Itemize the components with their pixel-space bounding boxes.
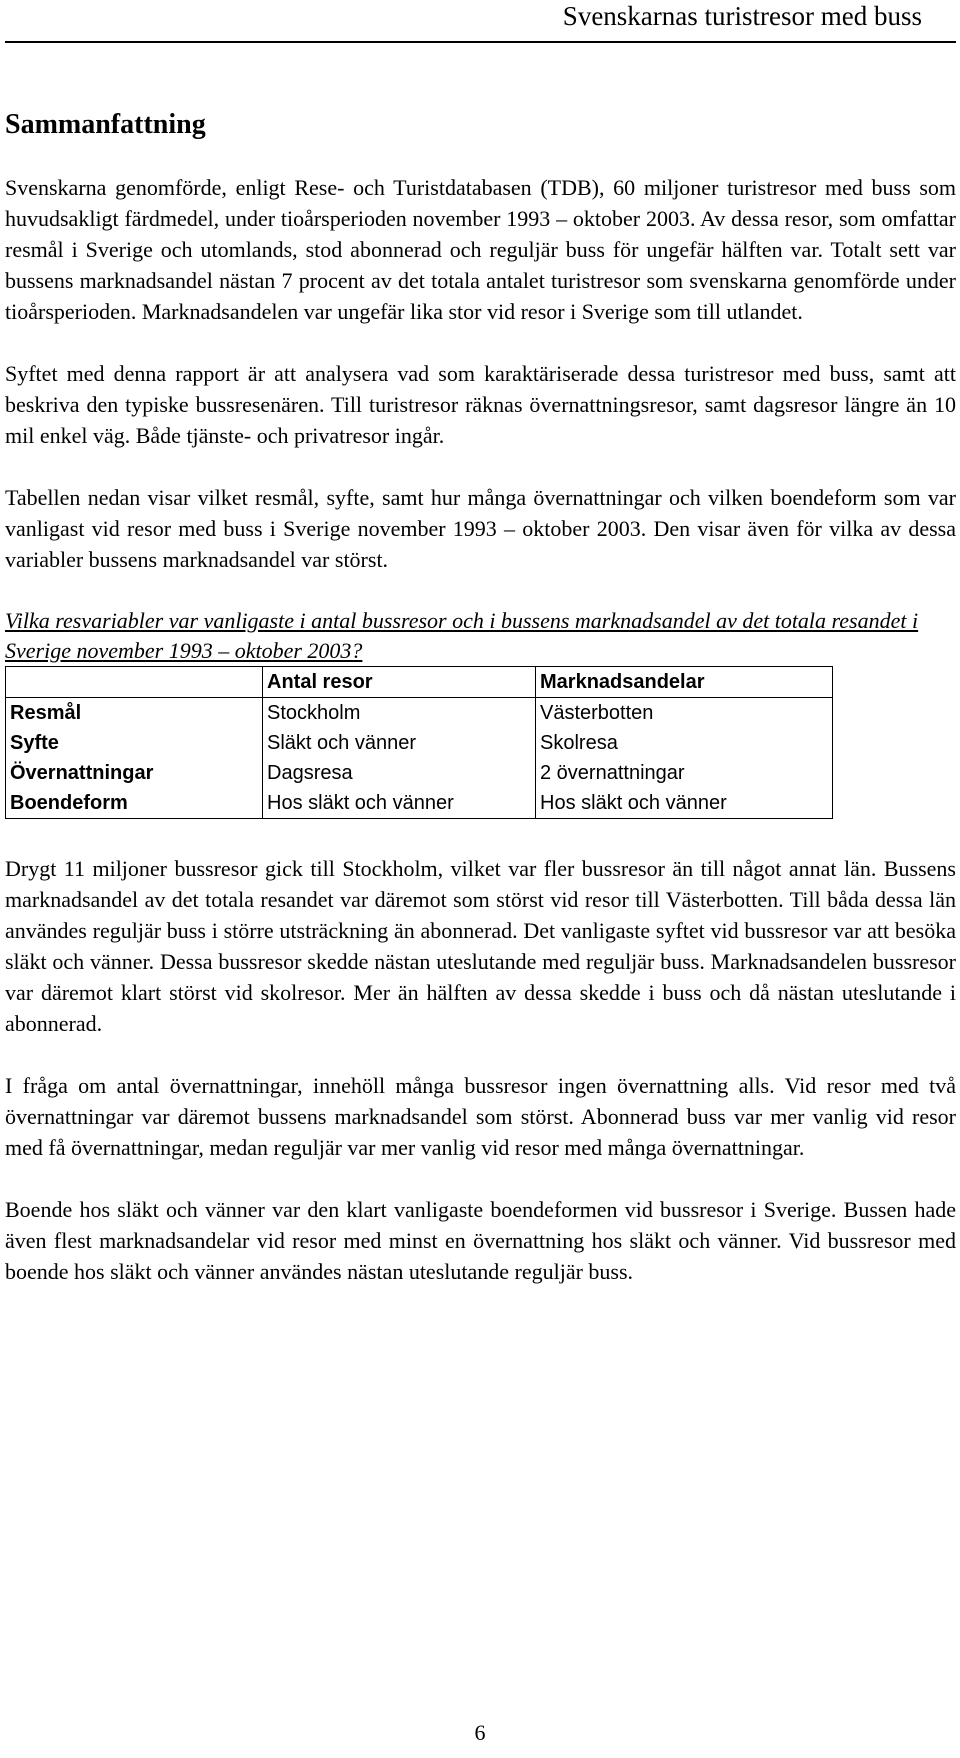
- running-title: Svenskarnas turistresor med buss: [562, 1, 922, 31]
- table-row: [6, 698, 833, 729]
- table-header-antal-resor: Antal resor: [263, 667, 536, 698]
- table-row: [6, 758, 833, 788]
- header-rule: [5, 41, 956, 43]
- table-row-label: Syfte: [6, 728, 263, 758]
- table-cell: Stockholm: [263, 698, 536, 729]
- table-caption: Vilka resvariabler var vanligaste i antal bussresor och i bussens marknadsandel av det totala resandet i Sverige november 1993 – oktober 2003?: [5, 608, 919, 663]
- table-row: [6, 788, 833, 819]
- page-number: 6: [474, 1720, 486, 1745]
- table-row-label: Övernattningar: [6, 758, 263, 788]
- section-heading: Sammanfattning: [5, 109, 206, 140]
- table-cell: Skolresa: [536, 728, 833, 758]
- table-cell: Dagsresa: [263, 758, 536, 788]
- table-cell: Hos släkt och vänner: [263, 788, 536, 819]
- summary-table: [5, 666, 833, 819]
- document-body: [5, 108, 956, 1318]
- table-row-label: Boendeform: [6, 788, 263, 819]
- paragraph-table-intro: Tabellen nedan visar vilket resmål, syfte, samt hur många övernattningar och vilken boendeform som var vanligast vid resor med buss i Sverige november 1993 – oktober 2003. Den visar även för vilka av dessa variabler bussens marknadsandel var störst.: [5, 485, 956, 572]
- table-header-row: [6, 667, 833, 698]
- table-row-label: Resmål: [6, 698, 263, 729]
- page-header: [0, 0, 960, 44]
- table-row: [6, 728, 833, 758]
- table-header-marknadsandelar: Marknadsandelar: [536, 667, 833, 698]
- table-cell: Hos släkt och vänner: [536, 788, 833, 819]
- table-cell: Västerbotten: [536, 698, 833, 729]
- paragraph-purpose: Syftet med denna rapport är att analysera vad som karaktäriserade dessa turistresor med buss, samt att beskriva den typiske bussresenären. Till turistresor räknas övernattningsresor, samt dagsresor längre än 10 mil enkel väg. Både tjänste- och privatresor ingår.: [5, 361, 956, 448]
- paragraph-destinations: Drygt 11 miljoner bussresor gick till Stockholm, vilket var fler bussresor än till något annat län. Bussens marknadsandel av det totala resandet var däremot som störst vid resor till Västerbotten. Till båda dessa län användes reguljär buss i större utsträckning än abonnerad. Det vanligaste syftet vid bussresor var att besöka släkt och vänner. Dessa bussresor skedde nästan uteslutande med reguljär buss. Marknadsandelen bussresor var däremot klart störst vid skolresor. Mer än hälften av dessa skedde i buss och då nästan uteslutande i abonnerad.: [5, 856, 956, 1036]
- paragraph-accommodation: Boende hos släkt och vänner var den klart vanligaste boendeformen vid bussresor i Sverige. Bussen hade även flest marknadsandelar vid resor med minst en övernattning hos släkt och vänner. Vid bussresor med boende hos släkt och vänner användes nästan uteslutande reguljär buss.: [5, 1197, 956, 1284]
- paragraph-overnights: I fråga om antal övernattningar, innehöll många bussresor ingen övernattning alls. Vid resor med två övernattningar var däremot bussens marknadsandel som störst. Abonnerad buss var mer vanlig vid resor med få övernattningar, medan reguljär var mer vanlig vid resor med många övernattningar.: [5, 1073, 956, 1160]
- table-cell: 2 övernattningar: [536, 758, 833, 788]
- paragraph-intro: Svenskarna genomförde, enligt Rese- och Turistdatabasen (TDB), 60 miljoner turistresor med buss som huvudsakligt färdmedel, under tioårsperioden november 1993 – oktober 2003. Av dessa resor, som omfattar resmål i Sverige och utomlands, stod abonnerad och reguljär buss för ungefär hälften var. Totalt sett var bussens marknadsandel nästan 7 procent av det totala antalet turistresor som svenskarna genomförde under tioårsperioden. Marknadsandelen var ungefär lika stor vid resor i Sverige som till utlandet.: [5, 175, 956, 324]
- table-header-empty: [6, 667, 263, 698]
- table-cell: Släkt och vänner: [263, 728, 536, 758]
